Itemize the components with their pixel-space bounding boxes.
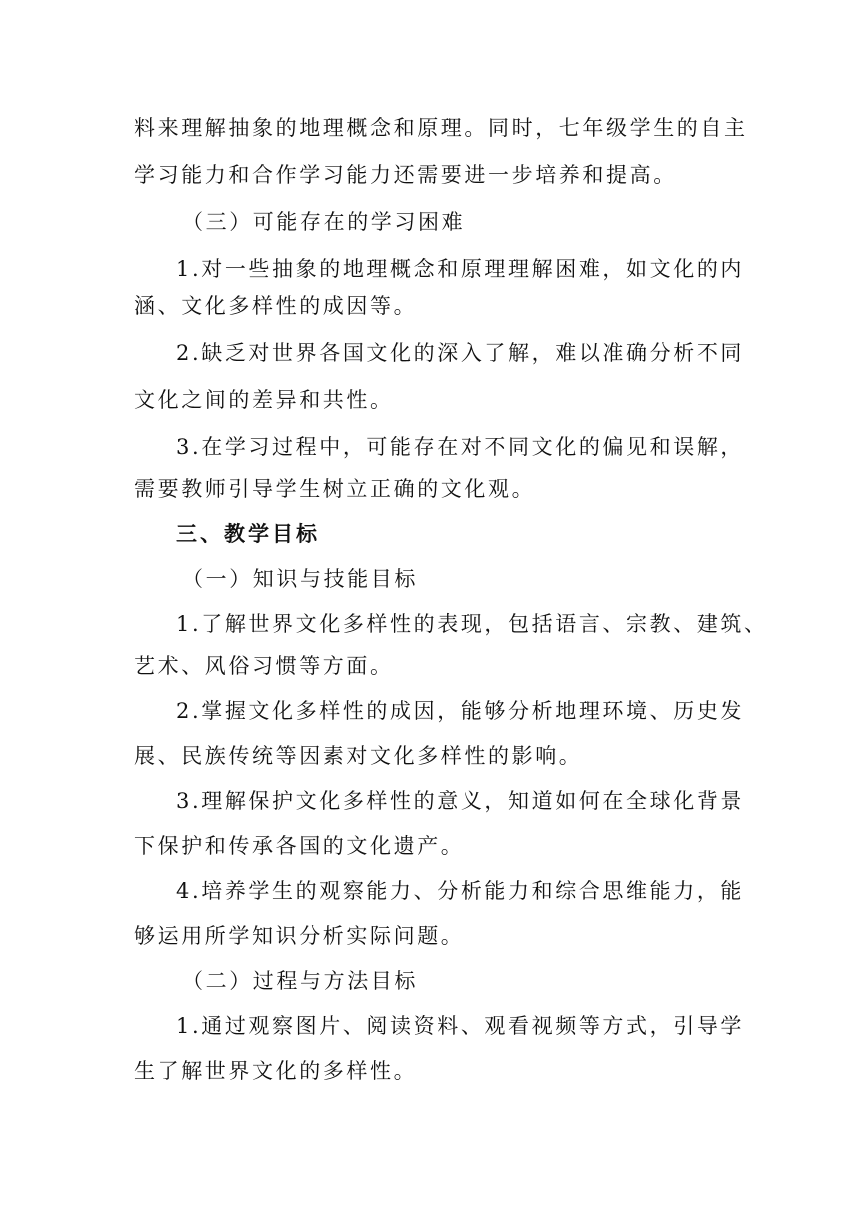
list-item-line: 2.缺乏对世界各国文化的深入了解，难以准确分析不同 — [176, 341, 745, 365]
list-item-line: 够运用所学知识分析实际问题。 — [134, 924, 465, 948]
list-item-line: 文化之间的差异和共性。 — [134, 388, 394, 412]
paragraph-line: 料来理解抽象的地理概念和原理。同时，七年级学生的自主 — [134, 116, 748, 140]
list-item-line: 3.理解保护文化多样性的意义，知道如何在全球化背景 — [176, 789, 745, 813]
list-item-line: 1.通过观察图片、阅读资料、观看视频等方式，引导学 — [176, 1014, 745, 1038]
list-item-line: 1.了解世界文化多样性的表现，包括语言、宗教、建筑、 — [176, 612, 768, 636]
list-item-line: 需要教师引导学生树立正确的文化观。 — [134, 477, 536, 501]
list-item-line: 1.对一些抽象的地理概念和原理理解困难，如文化的内 — [176, 257, 745, 281]
list-item-line: 艺术、风俗习惯等方面。 — [134, 654, 394, 678]
list-item-line: 涵、文化多样性的成因等。 — [134, 294, 418, 318]
paragraph-line: 学习能力和合作学习能力还需要进一步培养和提高。 — [134, 163, 677, 187]
list-item-line: 2.掌握文化多样性的成因，能够分析地理环境、历史发 — [176, 699, 745, 723]
subsection-heading: （一）知识与技能目标 — [182, 567, 418, 591]
list-item-line: 下保护和传承各国的文化遗产。 — [134, 834, 465, 858]
list-item-line: 展、民族传统等因素对文化多样性的影响。 — [134, 744, 583, 768]
subsection-heading: （三）可能存在的学习困难 — [182, 210, 466, 234]
list-item-line: 生了解世界文化的多样性。 — [134, 1059, 418, 1083]
list-item-line: 4.培养学生的观察能力、分析能力和综合思维能力，能 — [176, 879, 745, 903]
list-item-line: 3.在学习过程中，可能存在对不同文化的偏见和误解， — [176, 435, 745, 459]
section-heading: 三、教学目标 — [176, 522, 320, 546]
subsection-heading: （二）过程与方法目标 — [182, 969, 418, 993]
